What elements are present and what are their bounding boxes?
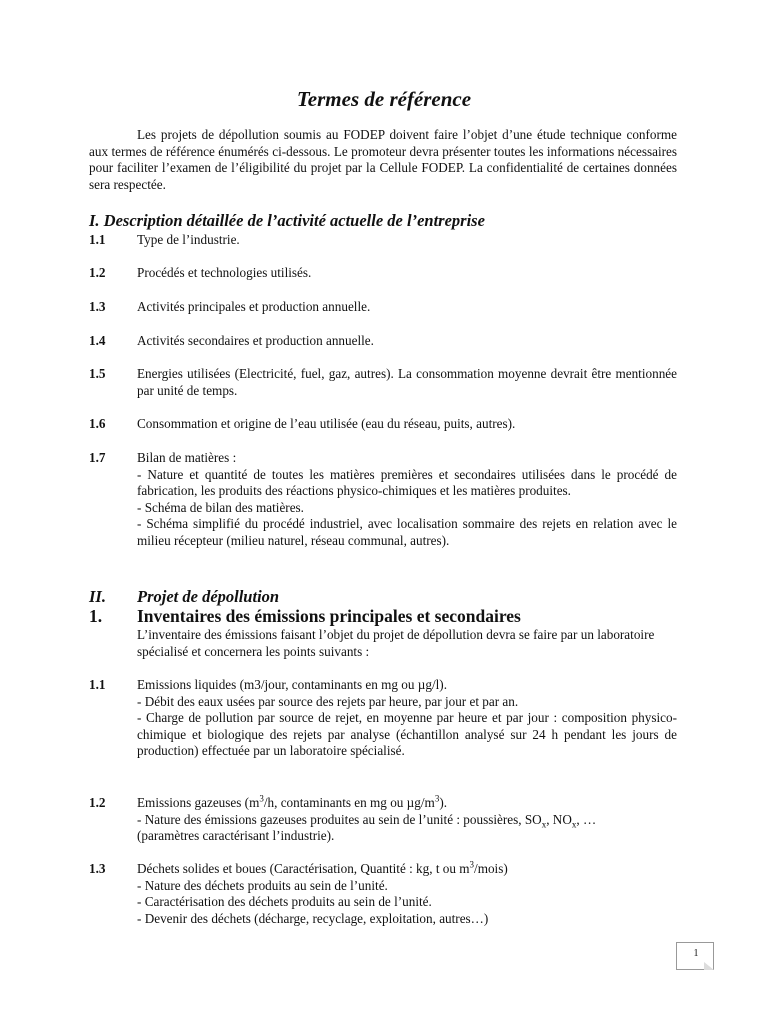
item-text: Activités secondaires et production annuelle. xyxy=(137,333,374,348)
section-number: II. xyxy=(89,587,106,606)
item-text: Emissions gazeuses ($m^3/h$, contaminants en mg ou $\mu g/m^3$). xyxy=(137,793,448,810)
section-1-item xyxy=(89,416,677,433)
item-text: - Schéma de bilan des matières. xyxy=(137,499,304,515)
item-number: 1.1 xyxy=(89,677,106,692)
item-text: Procédés et technologies utilisés. xyxy=(137,265,312,280)
item-text: - Caractérisation des déchets produits au sein de l’unité. xyxy=(137,894,432,910)
item-text: - Nature et quantité de toutes les matières premières et secondaires utilisées dans le procédé de fabrication, les produits des réactions physico-chimiques et les matières produites. xyxy=(137,466,677,499)
section-1-heading: I. Description détaillée de l’activité actuelle de l’entreprise xyxy=(89,211,485,230)
item-text: (paramètres caractérisant l’industrie). xyxy=(137,828,335,844)
section-1-item xyxy=(89,333,677,350)
item-text: Déchets solides et boues (Caractérisation, Quantité : kg, t ou $m^3/mois$) xyxy=(137,859,508,876)
item-number: 1.3 xyxy=(89,861,106,876)
item-text: - Schéma simplifié du procédé industriel, avec localisation sommaire des rejets en relation avec le milieu récepteur (milieu naturel, réseau communal, autres). xyxy=(137,516,677,548)
item-text: - Charge de pollution par source de rejet, en moyenne par heure et par jour : composition physico-chimique et biologique des rejets par analyse (échantillon analysé sur 24 h pendant les jours de production) effectuée par un laboratoire spécialisé. xyxy=(137,710,677,759)
section-1-item xyxy=(89,299,677,316)
item-text: Energies utilisées (Electricité, fuel, gaz, autres). La consommation moyenne devrait être mentionnée par unité de temps. xyxy=(137,366,677,398)
item-number: 1.1 xyxy=(89,232,106,247)
item-number: 1.2 xyxy=(89,795,106,810)
item-text: Emissions liquides (m3/jour, contaminants en mg ou µg/l). xyxy=(137,677,447,692)
section-1-item xyxy=(89,450,677,550)
section-2-item xyxy=(89,861,677,927)
item-number: 1.4 xyxy=(89,333,106,348)
item-number: 1.2 xyxy=(89,265,106,280)
page-number: 1 xyxy=(693,948,699,959)
item-number: 1.7 xyxy=(89,450,106,465)
section-2-item xyxy=(89,795,677,845)
page-number-box xyxy=(676,942,714,970)
subsection-number: 1. xyxy=(89,606,103,626)
item-number: 1.5 xyxy=(89,366,106,381)
item-number: 1.6 xyxy=(89,416,106,431)
item-text: - Nature des émissions gazeuses produites au sein de l’unité : poussières, $SO_x$, $NO_x$, … xyxy=(137,811,597,830)
item-text: - Devenir des déchets (décharge, recyclage, exploitation, autres…) xyxy=(137,910,489,926)
section-1-item xyxy=(89,366,677,399)
item-text: Type de l’industrie. xyxy=(137,232,240,247)
item-number: 1.3 xyxy=(89,299,106,314)
page-curl-icon xyxy=(704,962,714,970)
item-text: - Débit des eaux usées par source des rejets par heure, par jour et par an. xyxy=(137,693,519,709)
item-text: - Nature des déchets produits au sein de l’unité. xyxy=(137,877,388,893)
page-title: Termes de référence xyxy=(296,87,472,111)
section-2-heading xyxy=(89,587,279,607)
subsection-intro: L’inventaire des émissions faisant l’objet du projet de dépollution devra se faire par un laboratoire spécialisé et concernera les points suivants : xyxy=(137,627,655,659)
subsection-heading xyxy=(89,605,521,627)
section-1-item xyxy=(89,232,677,249)
item-text: Activités principales et production annuelle. xyxy=(137,299,371,314)
section-title: Projet de dépollution xyxy=(137,587,280,606)
subsection-title: Inventaires des émissions principales et secondaires xyxy=(137,606,521,626)
item-text: Bilan de matières : xyxy=(137,450,237,465)
section-1-item xyxy=(89,265,677,282)
section-2-item xyxy=(89,677,677,760)
item-text: Consommation et origine de l’eau utilisée (eau du réseau, puits, autres). xyxy=(137,416,516,431)
intro-paragraph: Les projets de dépollution soumis au FODEP doivent faire l’objet d’une étude technique conforme aux termes de référence énumérés ci-dessous. Le promoteur devra présenter toutes les informations nécessaires pour faciliter l’examen de l’éligibilité du projet par la Cellule FODEP. La confidentialité de certaines données sera respectée. xyxy=(89,127,677,192)
